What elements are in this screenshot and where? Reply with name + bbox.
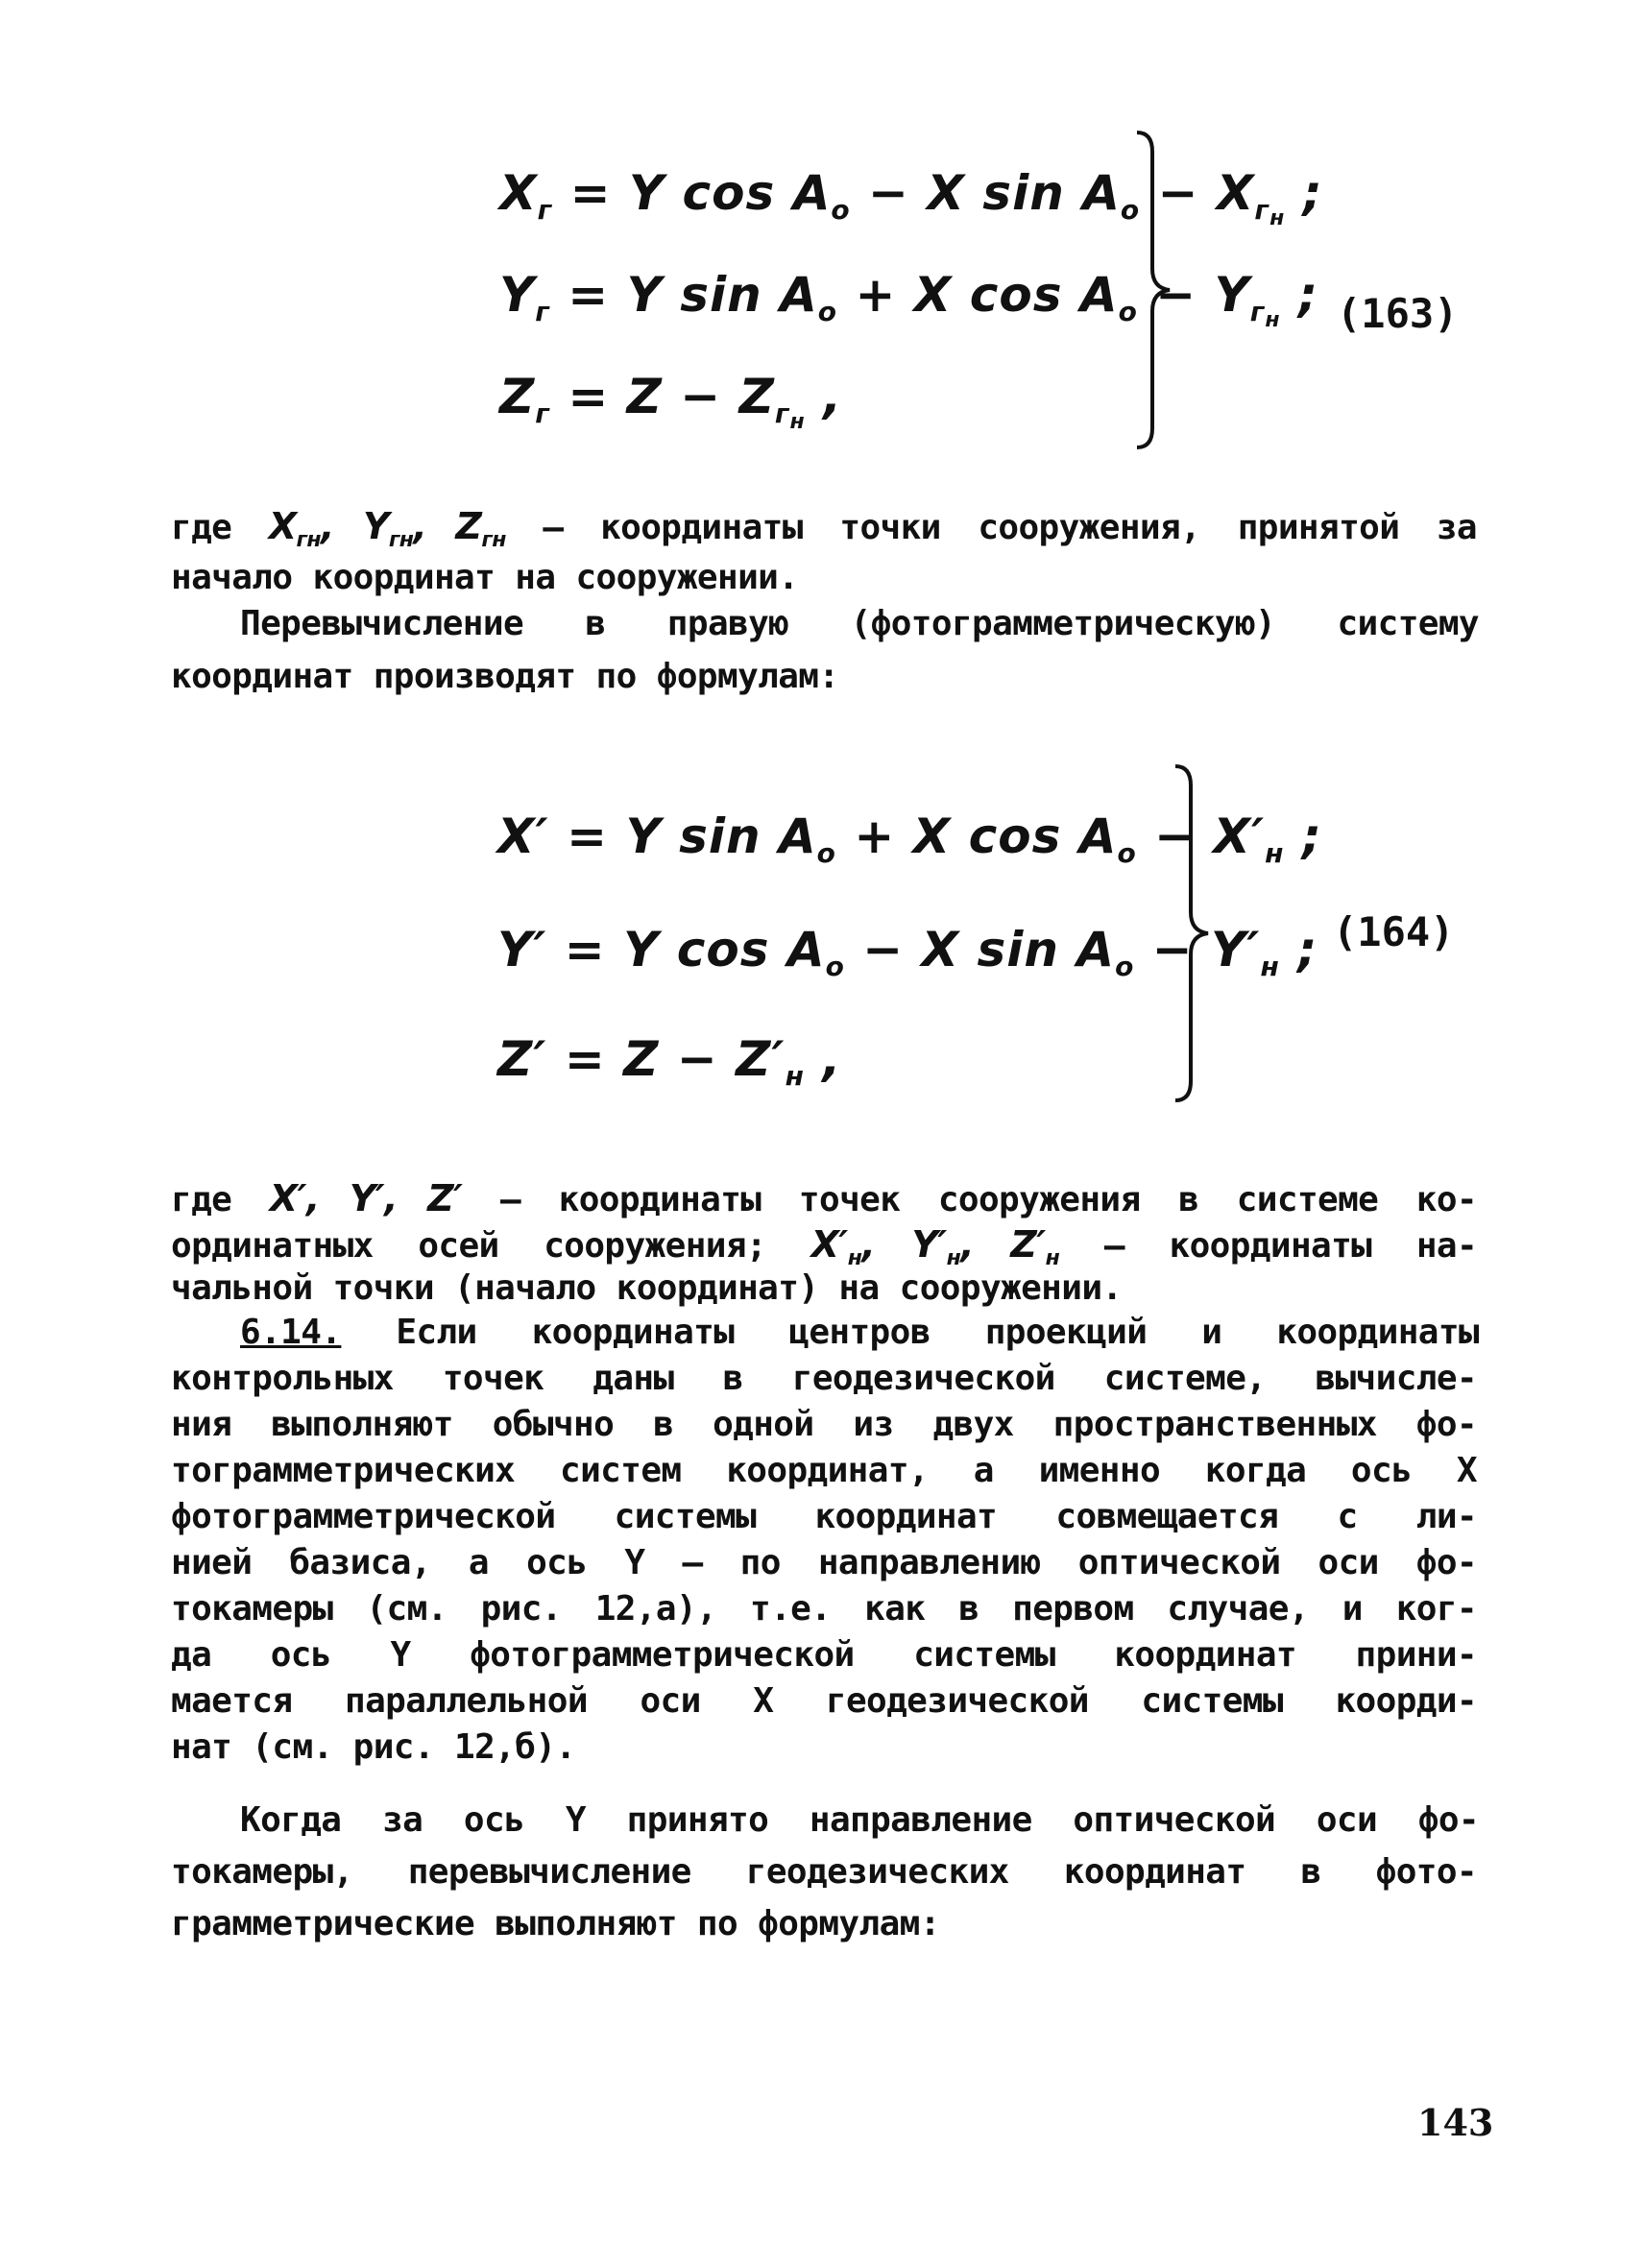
page-number: 143	[1417, 2101, 1494, 2144]
para-3-line-1: где X′, Y′, Z′ – координаты точек сооружения в системе ко-	[171, 1177, 1477, 1219]
formula-164-line-1: X′ = Y $\sin A_o + X$ $\cos A_o - X'_н$ ;	[497, 808, 1322, 869]
para-4-line-4: тограмметрических систем координат, а именно когда ось X	[171, 1451, 1477, 1490]
formula-164-line-2: Y′ = Y $\cos A_o - X$ $\sin A_o - Y'_н$ ;	[497, 922, 1318, 982]
para-4-line-8: да ось Y фотограмметрической системы координат прини-	[171, 1635, 1477, 1675]
formula-163-line-3: $Z_г = Z - Z_{г_н}$ ,	[499, 369, 843, 434]
para-4-line-7: токамеры (см. рис. 12,а), т.е. как в первом случае, и ког-	[171, 1589, 1477, 1629]
formula-163-line-1: $X_г = Y$ $\cos A_o - X$ $\sin A_o - X_{г_н}$ ;	[499, 165, 1323, 230]
para-4-line-3: ния выполняют обычно в одной из двух пространственных фо-	[171, 1405, 1477, 1444]
formula-164-line-3: $Z' = Z - Z'_н$ ,	[497, 1031, 842, 1092]
para-4-line-2: контрольных точек даны в геодезической системе, вычисле-	[171, 1359, 1477, 1398]
para-5-line-3: грамметрические выполняют по формулам:	[171, 1904, 940, 1943]
para-4-line-10: нат (см. рис. 12,б).	[171, 1727, 576, 1767]
para-5-line-2: токамеры, перевычисление геодезических координат в фото-	[171, 1852, 1477, 1892]
right-brace-164	[1170, 760, 1218, 1106]
para-4-line-1: 6.14. Если координаты центров проекций и координаты	[240, 1313, 1479, 1352]
para-1-line-2: начало координат на сооружении.	[171, 558, 799, 597]
para-4-line-5: фотограмметрической системы координат совмещается с ли-	[171, 1497, 1477, 1536]
para-3-line-2: ординатных осей сооружения; $X'_н$, $Y'_н$, $Z'_н$ – координаты на-	[171, 1223, 1478, 1270]
para-4-line-9: мается параллельной оси X геодезической системы коорди-	[171, 1681, 1477, 1721]
para-2-line-2: координат производят по формулам:	[171, 657, 839, 696]
equation-number-164: (164)	[1333, 908, 1455, 955]
right-brace-163	[1131, 127, 1179, 453]
section-number: 6.14.	[240, 1313, 342, 1352]
para-4-line-6: нией базиса, а ось Y – по направлению оптической оси фо-	[171, 1543, 1477, 1582]
inline-math-xyz-prime-n: $X'_н$, $Y'_н$, $Z'_н$	[810, 1223, 1060, 1270]
formula-163-line-2: $Y_г = Y$ $\sin A_o + X$ $\cos A_o - Y_{г_н}$ ;	[499, 267, 1318, 332]
inline-math-coords-gn: $X_{гн}$, $Y_{гн}$, $Z_{гн}$	[268, 505, 506, 552]
para-5-line-1: Когда за ось Y принято направление оптической оси фо-	[240, 1800, 1479, 1840]
para-1-line-1: где $X_{гн}$, $Y_{гн}$, $Z_{гн}$ – координаты точки сооружения, принятой за	[171, 505, 1478, 552]
inline-math-xyz-prime: X′, Y′, Z′	[269, 1177, 463, 1219]
para-2-line-1: Перевычисление в правую (фотограмметрическую) систему	[240, 604, 1479, 643]
para-3-line-3: чальной точки (начало координат) на сооружении.	[171, 1268, 1123, 1308]
equation-number-163: (163)	[1337, 290, 1459, 337]
